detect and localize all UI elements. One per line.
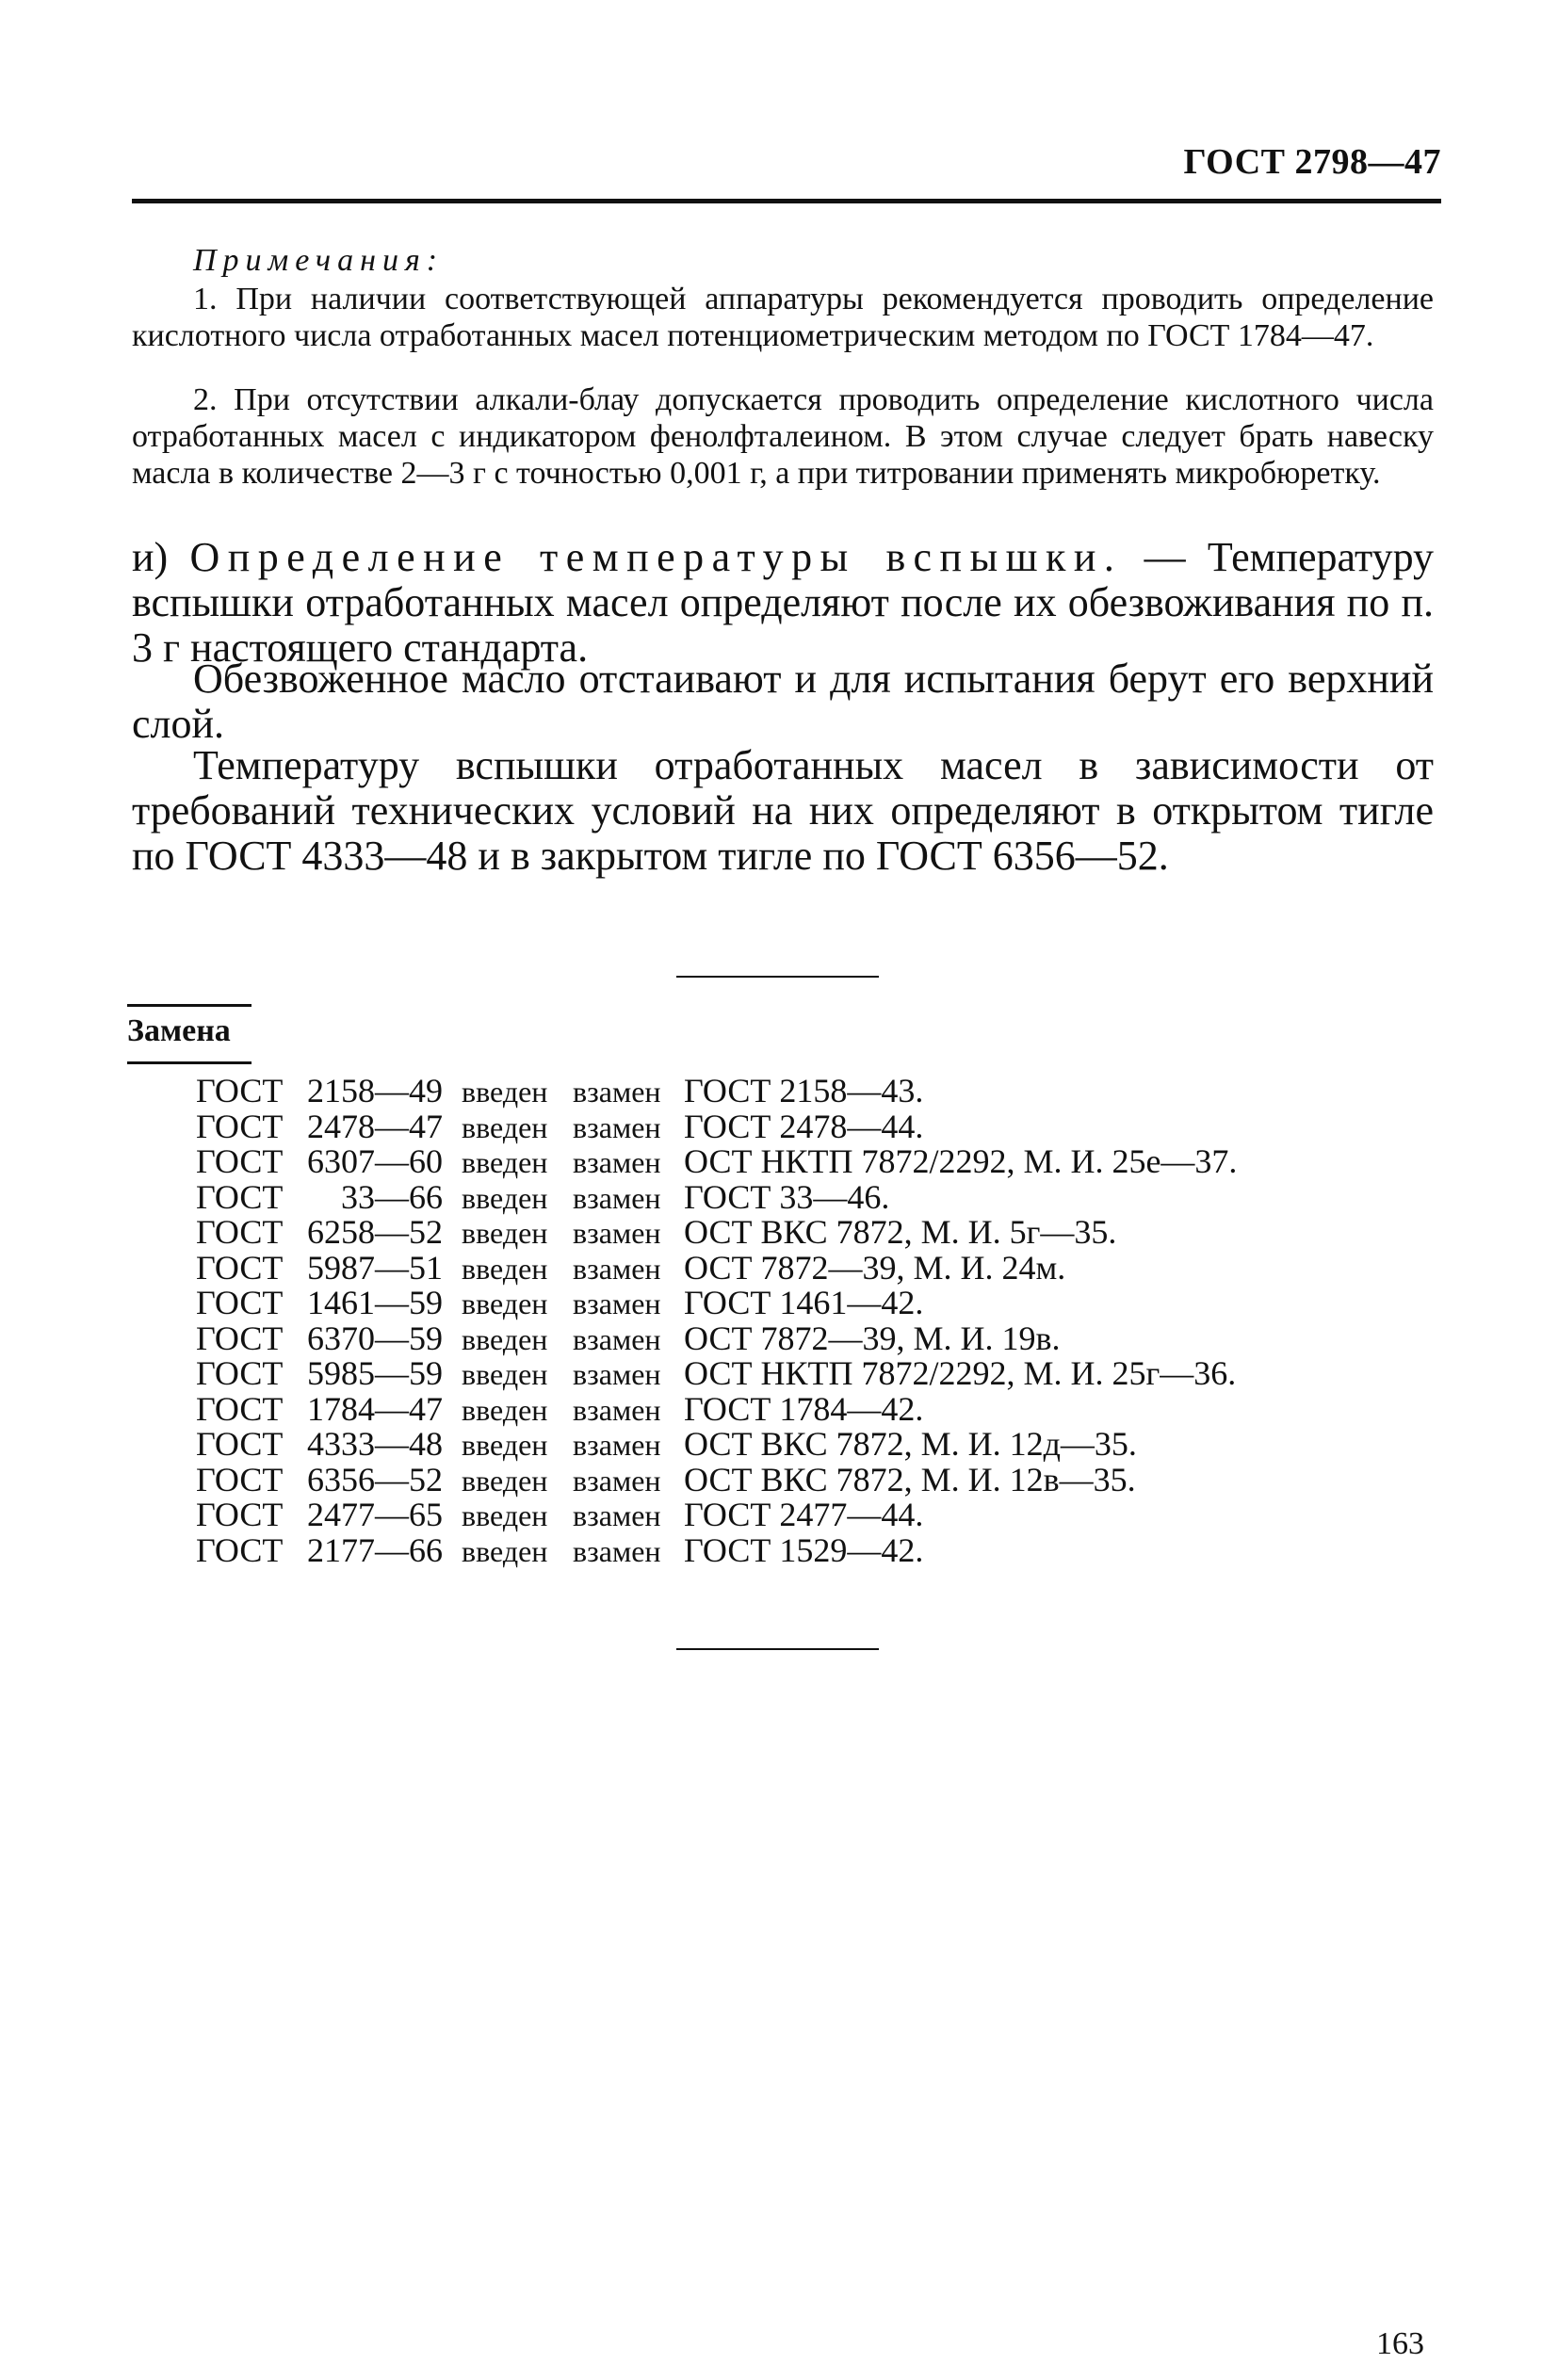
instead-word: взамен [573, 1357, 661, 1391]
introduced-word: введен [462, 1498, 548, 1532]
gost-label: ГОСТ [196, 1319, 284, 1357]
replacement-row [196, 1356, 1237, 1392]
section-text: Температуру вспышки отработанных масел определяют после их обезвоживания по п. 3 г настоящего стандарта. [132, 534, 1435, 671]
instead-word: взамен [573, 1287, 661, 1320]
replacement-row [196, 1109, 1237, 1145]
gost-label: ГОСТ [196, 1425, 284, 1463]
replacement-list [196, 1074, 1237, 1568]
introduced-word: введен [462, 1533, 548, 1568]
introduced-word: введен [462, 1109, 548, 1144]
end-separator [676, 1648, 879, 1650]
standard-number: 6356—52 [307, 1460, 443, 1498]
instead-word: взамен [573, 1463, 661, 1498]
standard-number: 4333—48 [307, 1425, 443, 1463]
replacement-row [196, 1248, 1237, 1287]
standard-number: 5985—59 [307, 1354, 443, 1392]
replaced-standard: ГОСТ 1461—42. [684, 1284, 924, 1321]
introduced-word: введен [462, 1287, 548, 1320]
replacement-row [196, 1215, 1237, 1251]
replacement-row [196, 1530, 1237, 1569]
instead-word: взамен [573, 1321, 661, 1356]
replaced-standard: ГОСТ 2477—44. [684, 1496, 924, 1533]
instead-word: взамен [573, 1109, 661, 1144]
introduced-word: введен [462, 1216, 548, 1250]
replaced-standard: ОСТ НКТП 7872/2292, М. И. 25г—36. [684, 1354, 1237, 1392]
introduced-word: введен [462, 1428, 548, 1462]
replaced-standard: ГОСТ 33—46. [684, 1177, 890, 1216]
gost-label: ГОСТ [196, 1072, 284, 1109]
replaced-standard: ОСТ 7872—39, М. И. 24м. [684, 1248, 1066, 1287]
replacement-title-rule-bottom [127, 1061, 252, 1064]
replaced-standard: ГОСТ 2158—43. [684, 1072, 924, 1109]
replacement-row [196, 1074, 1237, 1109]
introduced-word: введен [462, 1392, 548, 1427]
replaced-standard: ОСТ ВКС 7872, М. И. 12д—35. [684, 1425, 1137, 1463]
replacement-row [196, 1321, 1237, 1357]
introduced-word: введен [462, 1251, 548, 1286]
gost-label: ГОСТ [196, 1248, 284, 1287]
instead-word: взамен [573, 1216, 661, 1250]
standard-number: 6258—52 [307, 1213, 443, 1251]
standard-number: 5987—51 [307, 1248, 443, 1287]
gost-label: ГОСТ [196, 1213, 284, 1251]
introduced-word: введен [462, 1180, 548, 1215]
instead-word: взамен [573, 1428, 661, 1462]
replacement-row [196, 1498, 1237, 1533]
section-paragraph [132, 535, 1434, 671]
replacement-title: Замена [127, 1013, 231, 1048]
instead-word: взамен [573, 1533, 661, 1568]
gost-label: ГОСТ [196, 1389, 284, 1428]
replaced-standard: ОСТ НКТП 7872/2292, М. И. 25е—37. [684, 1142, 1238, 1180]
gost-label: ГОСТ [196, 1142, 284, 1180]
instead-word: взамен [573, 1075, 661, 1109]
notes-title: Примечания: [193, 243, 445, 278]
gost-label: ГОСТ [196, 1354, 284, 1392]
replaced-standard: ГОСТ 1784—42. [684, 1389, 924, 1428]
standard-number: 1784—47 [307, 1389, 443, 1428]
standard-number: 6370—59 [307, 1319, 443, 1357]
standard-number: 2477—65 [307, 1496, 443, 1533]
instead-word: взамен [573, 1392, 661, 1427]
document-code: ГОСТ 2798—47 [1183, 142, 1441, 182]
standard-number: 33—66 [341, 1177, 443, 1216]
section-prefix: и) [132, 534, 190, 580]
replaced-standard: ГОСТ 2478—44. [684, 1107, 924, 1145]
standard-number: 2478—47 [307, 1107, 443, 1145]
instead-word: взамен [573, 1251, 661, 1286]
introduced-word: введен [462, 1145, 548, 1179]
instead-word: взамен [573, 1180, 661, 1215]
gost-label: ГОСТ [196, 1284, 284, 1321]
standard-number: 2177—66 [307, 1530, 443, 1569]
replacement-row [196, 1460, 1237, 1498]
replacement-row [196, 1427, 1237, 1463]
replaced-standard: ОСТ ВКС 7872, М. И. 5г—35. [684, 1213, 1117, 1251]
header-rule [132, 199, 1441, 203]
paragraph-settled-oil: Обезвоженное масло отстаивают и для испытания берут его верхний слой. [132, 656, 1434, 747]
instead-word: взамен [573, 1498, 661, 1532]
section-dash: — [1122, 534, 1208, 580]
standard-number: 2158—49 [307, 1072, 443, 1109]
replacement-row [196, 1177, 1237, 1216]
section-heading: Определение температуры вспышки. [189, 534, 1123, 580]
instead-word: взамен [573, 1145, 661, 1179]
replaced-standard: ГОСТ 1529—42. [684, 1530, 924, 1569]
replacement-row [196, 1286, 1237, 1321]
gost-label: ГОСТ [196, 1177, 284, 1216]
introduced-word: введен [462, 1357, 548, 1391]
introduced-word: введен [462, 1075, 548, 1109]
replaced-standard: ОСТ 7872—39, М. И. 19в. [684, 1319, 1061, 1357]
gost-label: ГОСТ [196, 1496, 284, 1533]
gost-label: ГОСТ [196, 1530, 284, 1569]
replacement-title-rule-top [127, 1004, 252, 1007]
replacement-row [196, 1389, 1237, 1428]
gost-label: ГОСТ [196, 1460, 284, 1498]
introduced-word: введен [462, 1463, 548, 1498]
standard-number: 1461—59 [307, 1284, 443, 1321]
note-1: 1. При наличии соответствующей аппаратуры рекомендуется проводить определение кислотного числа отработанных масел потенциометрическим методом по ГОСТ 1784—47. [132, 282, 1434, 353]
section-separator [676, 976, 879, 978]
page-number: 163 [1376, 2326, 1424, 2361]
replacement-row [196, 1144, 1237, 1180]
replaced-standard: ОСТ ВКС 7872, М. И. 12в—35. [684, 1460, 1136, 1498]
standard-number: 6307—60 [307, 1142, 443, 1180]
paragraph-flash-point-methods: Температуру вспышки отработанных масел в зависимости от требований технических условий на них определяют в открытом тигле по ГОСТ 4333—48 и в закрытом тигле по ГОСТ 6356—52. [132, 742, 1434, 879]
gost-label: ГОСТ [196, 1107, 284, 1145]
introduced-word: введен [462, 1321, 548, 1356]
note-2: 2. При отсутствии алкали-блау допускается проводить определение кислотного числа отработанных масел с индикатором фенолфталеином. В этом случае следует брать навеску масла в количестве 2—3 г с точностью 0,001 г, а при титровании применять микробюретку. [132, 382, 1434, 491]
